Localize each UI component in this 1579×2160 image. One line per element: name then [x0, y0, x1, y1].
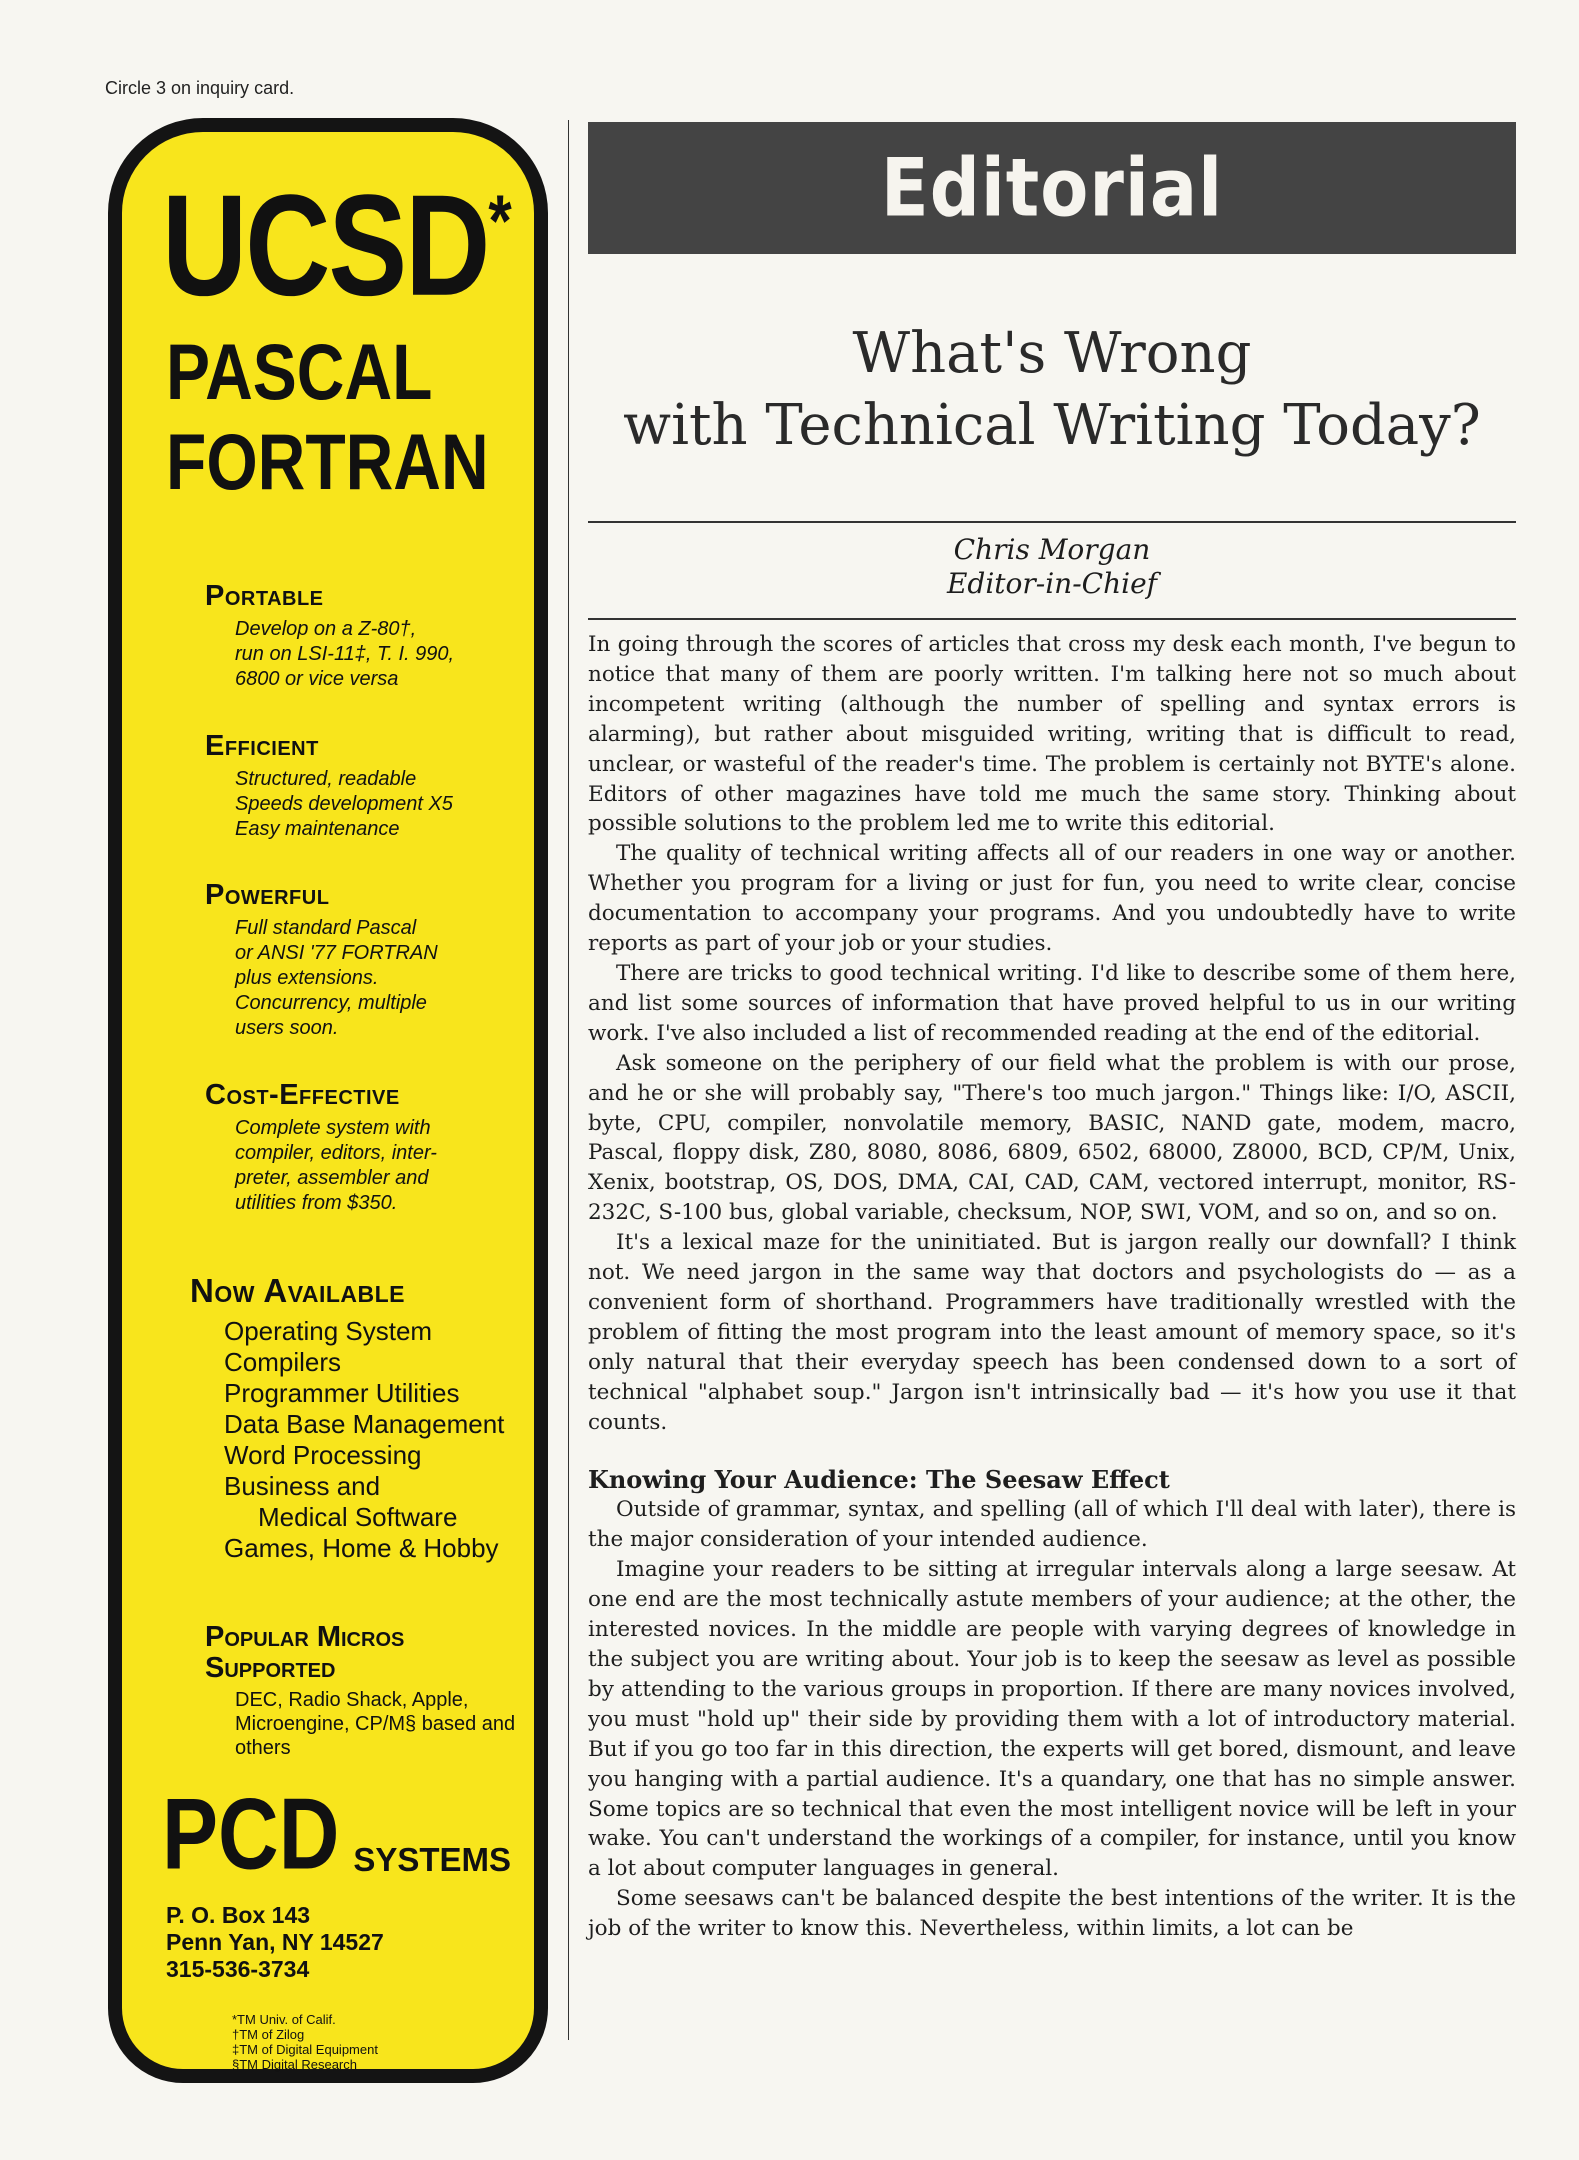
ad-trademark-notes [232, 2012, 378, 2072]
ad-micros-text: DEC, Radio Shack, Apple, Microengine, CP/M§ based and others [235, 1689, 516, 1759]
ad-feature-text: Full standard Pascal or ANSI '77 FORTRAN plus extensions. Concurrency, multiple users soon. [235, 917, 438, 1039]
ad-brand-mark: * [488, 180, 510, 262]
paragraph: Imagine your readers to be sitting at irregular intervals along a large seesaw. At one end are the most technically astute members of your audience; at the other, the interested novices. In the middle are people with varying degrees of knowledge in the subject you are writing about. Your job is to keep the seesaw as level as possible by attending to the various groups in proportion. If there are many novices involved, you must "hold up" their side by providing them with a lot of introductory material. But if you go too far in this direction, the experts will get bored, dismount, and leave you hanging with a partial audience. It's a quandary, one that has no simple answer. Some topics are so technical that even the most intelligent novice will be left in your wake. You can't understand the workings of a compiler, for instance, until you know a lot about computer languages in general. [588, 1557, 1516, 1882]
paragraph: The quality of technical writing affects all of our readers in one way or another. Whether you program for a living or just for fun, you need to write clear, concise documentation to accompany your programs. And you undoubtedly have to write reports as part of your job or your studies. [588, 841, 1516, 957]
paragraph: Some seesaws can't be balanced despite the best intentions of the writer. It is the job of the writer to know this. Nevertheless, within limits, a lot can be [588, 1886, 1516, 1942]
ucsd-advertisement [108, 118, 548, 2083]
paragraph: There are tricks to good technical writing. I'd like to describe some of them here, and list some sources of information that have proved helpful to us in our writing work. I've also included a list of recommended reading at the end of the editorial. [588, 960, 1516, 1046]
ad-language-fortran: FORTRAN [166, 417, 489, 506]
byline-rule-top [588, 521, 1516, 523]
ad-feature [205, 879, 438, 1041]
byline-rule-bottom [588, 618, 1516, 620]
ad-micros-title: Popular Micros Supported [205, 1621, 405, 1684]
subheading: Knowing Your Audience: The Seesaw Effect [588, 1465, 1170, 1495]
paragraph: In going through the scores of articles that cross my desk each month, I've begun to notice that many of them are poorly written. I'm talking here not so much about incompetent writing (although the number of spelling and syntax errors is alarming), but rather about misguided writing, writing that is difficult to read, unclear, or wasteful of the reader's time. The problem is certainly not BYTE's alone. Editors of other magazines have told me much the same story. Thinking about possible solutions to the problem led me to write this editorial. [588, 632, 1516, 837]
author-name: Chris Morgan [953, 533, 1151, 566]
list-item: Games, Home & Hobby [224, 1533, 499, 1563]
paragraph: It's a lexical maze for the uninitiated. But is jargon really our downfall? I think not. We need jargon in the same way that doctors and psychologists do — as a convenient form of shorthand. Programmers have traditionally wrestled with the problem of fitting the most program into the least amount of memory space, so it's only natural that their everyday speech has been condensed down to a sort of technical "alphabet soup." Jargon isn't intrinsically bad — it's how you use it that counts. [588, 1230, 1516, 1435]
ad-address-line: Penn Yan, NY 14527 [166, 1929, 384, 1955]
list-item: Operating System [224, 1316, 433, 1346]
article-body [588, 630, 1516, 1944]
ad-feature-text: Develop on a Z-80†, run on LSI-11‡, T. I. 990, 6800 or vice versa [235, 618, 455, 690]
column-divider [568, 120, 569, 2040]
headline-line: What's Wrong [852, 321, 1252, 386]
ad-brand [162, 165, 510, 327]
ad-feature-title: Cost-Effective [205, 1079, 400, 1111]
ad-feature-text: Structured, readable Speeds development X5 Easy maintenance [235, 768, 453, 840]
ad-feature-title: Portable [205, 580, 324, 612]
list-item: Compilers [224, 1347, 342, 1377]
paragraph: Ask someone on the periphery of our field what the problem is with our prose, and he or she will probably say, "There's too much jargon." Things like: I/O, ASCII, byte, CPU, compiler, nonvolatile memory, BASIC, NAND gate, modem, macro, Pascal, floppy disk, Z80, 8080, 8086, 6809, 6502, 68000, Z8000, BCD, CP/M, Unix, Xenix, bootstrap, OS, DOS, DMA, CAI, CAD, CAM, vectored interrupt, monitor, RS-232C, S-100 bus, global variable, checksum, NOP, SWI, VOM, and so on, and so on. [588, 1050, 1516, 1226]
byline [588, 533, 1516, 601]
ad-note: §TM Digital Research [232, 2057, 357, 2072]
list-item: Word Processing [224, 1440, 422, 1470]
ad-available-title: Now Available [190, 1272, 405, 1309]
section-title: Editorial [880, 140, 1224, 236]
ad-available-list [190, 1316, 504, 1564]
article-headline [588, 318, 1516, 462]
ad-note: ‡TM of Digital Equipment [232, 2042, 378, 2057]
headline-line: with Technical Writing Today? [623, 393, 1481, 458]
ad-language-pascal: PASCAL [166, 327, 433, 416]
paragraph: Outside of grammar, syntax, and spelling (all of which I'll deal with later), there is the major consideration of your intended audience. [588, 1497, 1516, 1553]
ad-address-line: P. O. Box 143 [166, 1902, 311, 1928]
ad-brand-text: UCSD [162, 165, 489, 327]
list-item: Programmer Utilities [224, 1378, 460, 1408]
ad-feature [205, 1079, 437, 1216]
ad-feature [205, 580, 454, 692]
ad-note: †TM of Zilog [232, 2027, 305, 2042]
ad-note: *TM Univ. of Calif. [232, 2012, 336, 2027]
ad-feature-title: Powerful [205, 879, 330, 911]
ad-company [162, 1777, 512, 1890]
ad-feature [205, 730, 453, 842]
ad-company-name: PCD [162, 1777, 340, 1890]
ad-address [166, 1902, 384, 1983]
inquiry-note: Circle 3 on inquiry card. [105, 78, 295, 98]
ad-feature-title: Efficient [205, 730, 319, 762]
ad-company-suffix: SYSTEMS [353, 1841, 512, 1878]
list-item: Business and [224, 1471, 381, 1501]
ad-micros-section [205, 1622, 525, 1760]
list-item: Medical Software [258, 1502, 458, 1532]
author-title: Editor-in-Chief [946, 567, 1158, 600]
ad-available-section [190, 1272, 504, 1564]
list-item: Data Base Management [224, 1409, 505, 1439]
ad-phone: 315-536-3734 [166, 1956, 310, 1982]
section-banner [588, 122, 1516, 254]
ad-feature-text: Complete system with compiler, editors, inter- preter, assembler and utilities from $350. [235, 1117, 437, 1214]
